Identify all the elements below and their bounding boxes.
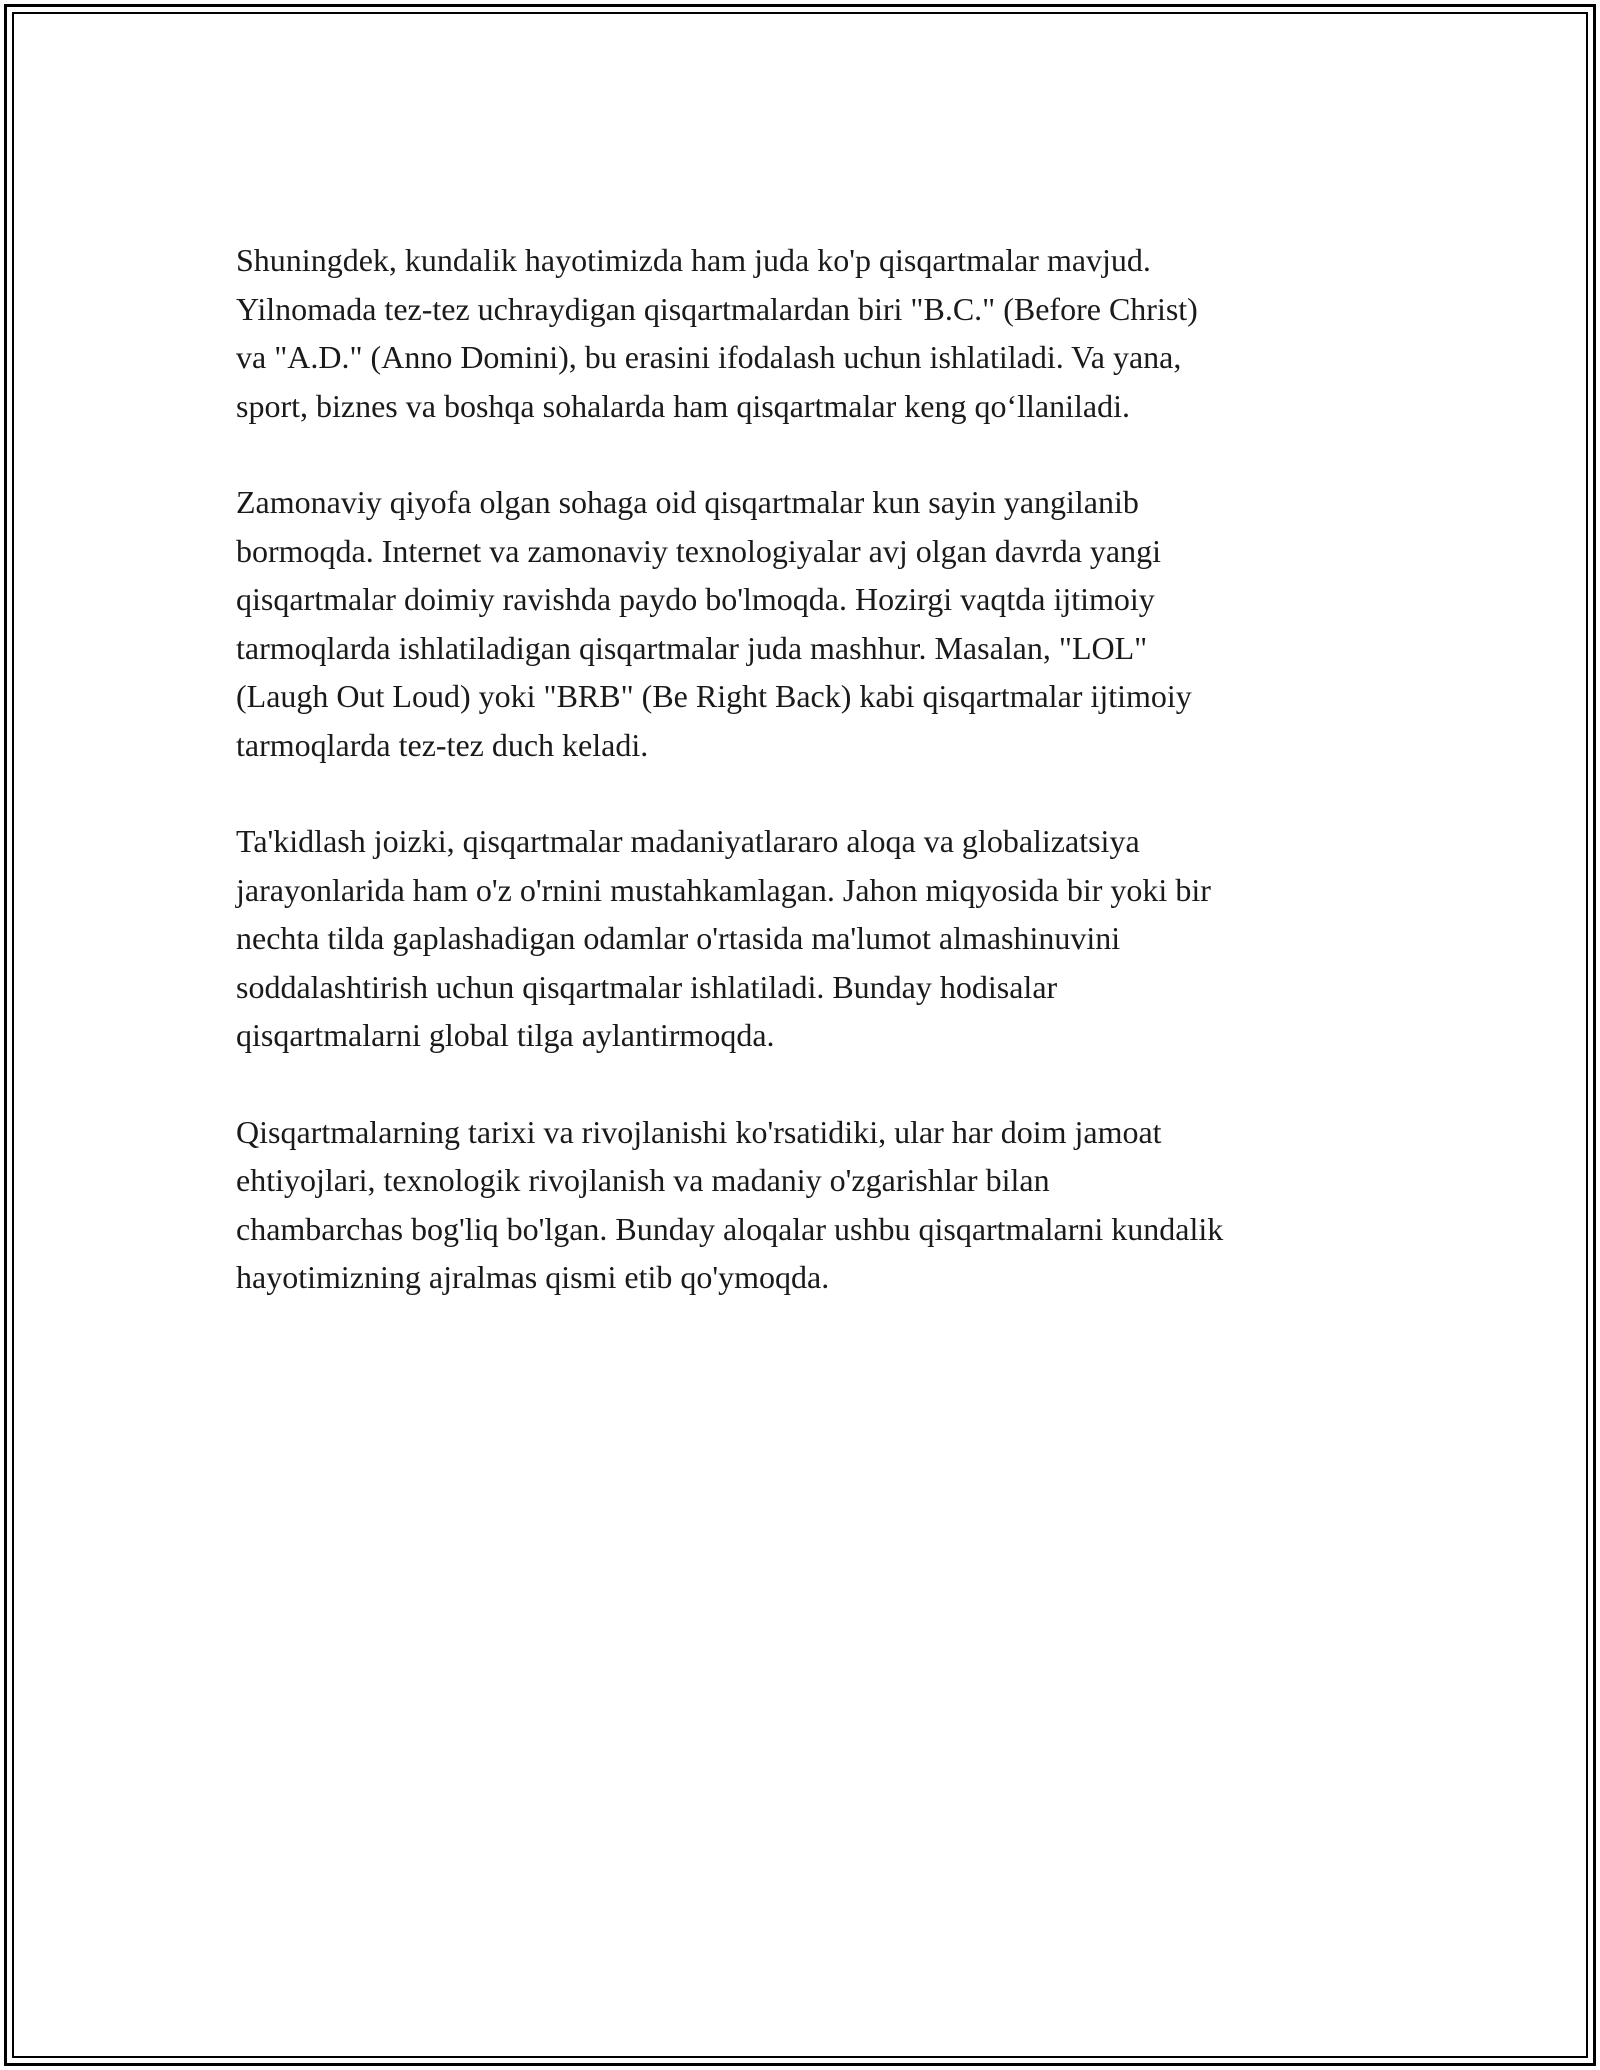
- document-body: [236, 236, 1376, 1350]
- paragraph-abbreviations-daily-life: Shuningdek, kundalik hayotimizda ham juda ko'p qisqartmalar mavjud. Yilnomada tez-tez uchraydigan qisqartmalardan biri "B.C." (Before Christ) va "A.D." (Anno Domini), bu erasini ifodalash uchun ishlatiladi. Va yana, sport, biznes va boshqa sohalarda ham qisqartmalar keng qo‘llaniladi.: [236, 242, 1198, 424]
- paragraph-history-development: Qisqartmalarning tarixi va rivojlanishi ko'rsatidiki, ular har doim jamoat ehtiyojlari, texnologik rivojlanish va madaniy o'zgarishlar bilan chambarchas bog'liq bo'lgan. Bunday aloqalar ushbu qisqartmalarni kundalik hayotimizning ajralmas qismi etib qo'ymoqda.: [236, 1113, 1224, 1295]
- paragraph-modern-abbreviations: Zamonaviy qiyofa olgan sohaga oid qisqartmalar kun sayin yangilanib bormoqda. Internet va zamonaviy texnologiyalar avj olgan davrda yangi qisqartmalar doimiy ravishda paydo bo'lmoqda. Hozirgi vaqtda ijtimoiy tarmoqlarda ishlatiladigan qisqartmalar juda mashhur. Masalan, "LOL" (Laugh Out Loud) yoki "BRB" (Be Right Back) kabi qisqartmalar ijtimoiy tarmoqlarda tez-tez duch keladi.: [236, 484, 1192, 763]
- paragraph-globalization: Ta'kidlash joizki, qisqartmalar madaniyatlararo aloqa va globalizatsiya jarayonlarida ham o'z o'rnini mustahkamlagan. Jahon miqyosida bir yoki bir nechta tilda gaplashadigan odamlar o'rtasida ma'lumot almashinuvini soddalashtirish uchun qisqartmalar ishlatiladi. Bunday hodisalar qisqartmalarni global tilga aylantirmoqda.: [236, 823, 1211, 1053]
